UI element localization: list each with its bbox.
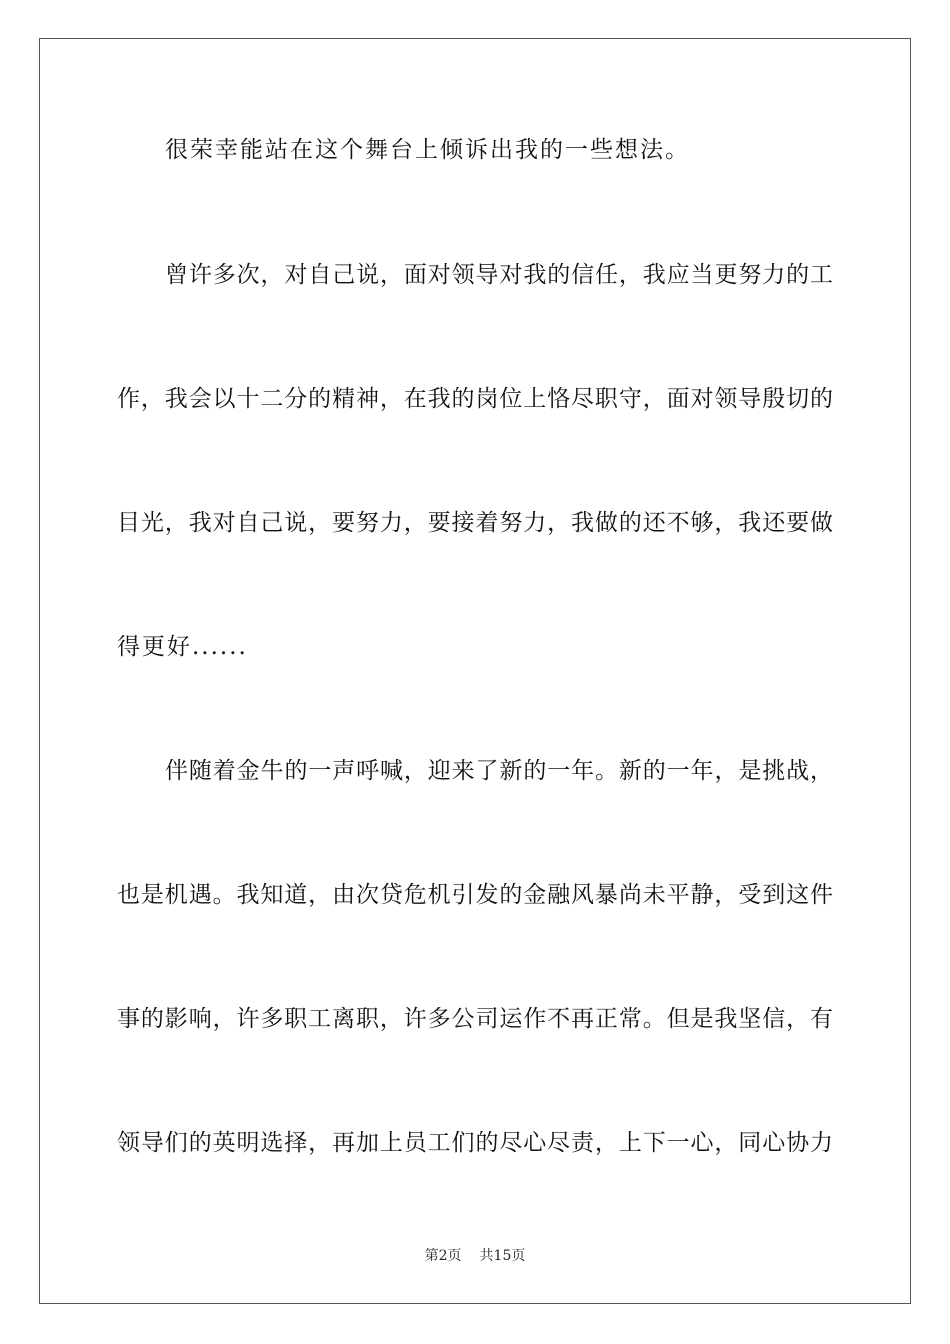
page-footer bbox=[0, 1247, 950, 1265]
page-number: 第2页 bbox=[424, 1248, 462, 1264]
paragraph-line: 伴随着金牛的一声呼喊，迎来了新的一年。新的一年，是挑战， bbox=[165, 758, 833, 784]
paragraph-line: 领导们的英明选择，再加上员工们的尽心尽责，上下一心，同心协力 bbox=[117, 1130, 833, 1156]
paragraph-line: 目光，我对自己说，要努力，要接着努力，我做的还不够，我还要做 bbox=[117, 510, 833, 536]
paragraph-line: 很荣幸能站在这个舞台上倾诉出我的一些想法。 bbox=[165, 137, 690, 163]
paragraph-line: 事的影响，许多职工离职，许多公司运作不再正常。但是我坚信，有 bbox=[117, 1006, 833, 1032]
page-border bbox=[39, 38, 911, 1304]
paragraph-line: 也是机遇。我知道，由次贷危机引发的金融风暴尚未平静，受到这件 bbox=[117, 882, 833, 908]
paragraph-line: 曾许多次，对自己说，面对领导对我的信任，我应当更努力的工 bbox=[165, 262, 833, 288]
paragraph-line: 得更好...... bbox=[117, 634, 248, 660]
paragraph-line: 作，我会以十二分的精神，在我的岗位上恪尽职守，面对领导殷切的 bbox=[117, 386, 833, 412]
page-total: 共15页 bbox=[479, 1248, 526, 1264]
